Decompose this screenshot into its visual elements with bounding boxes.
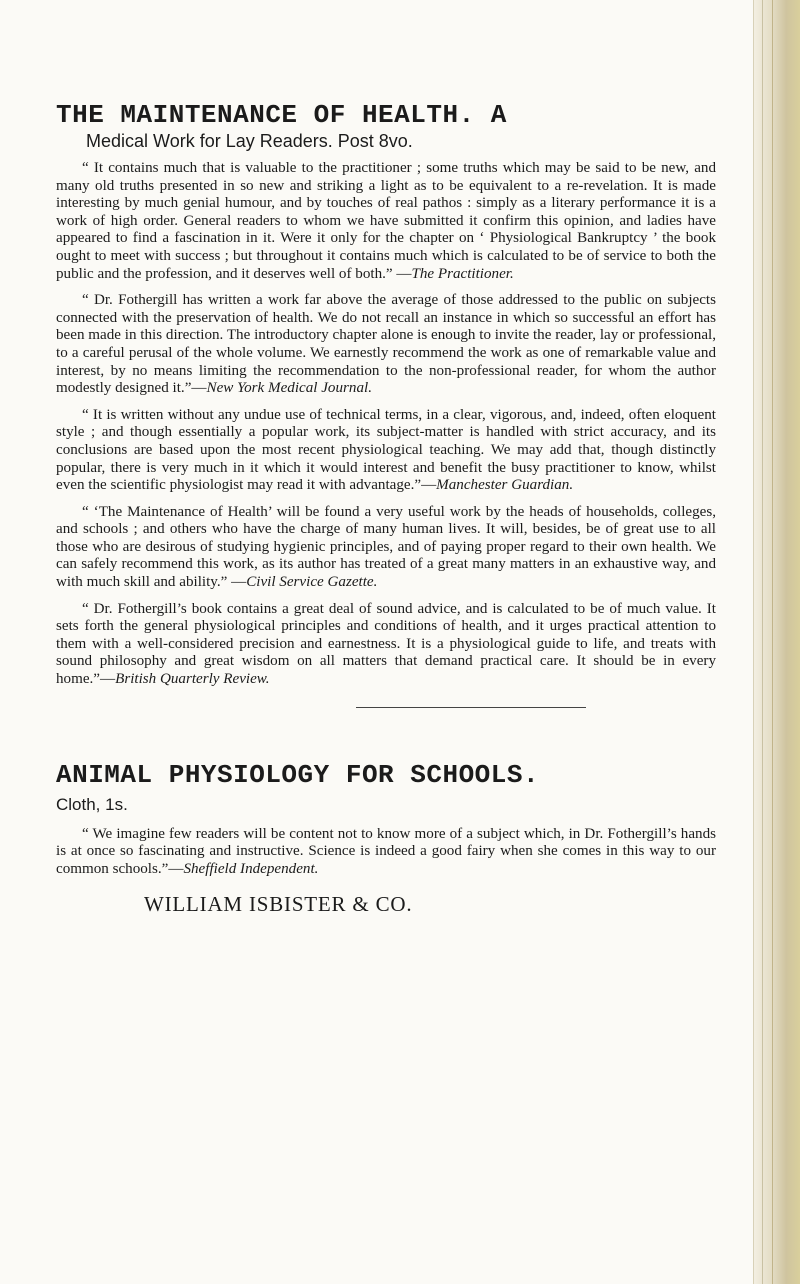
section-divider	[356, 707, 586, 708]
book-section-animal-physiology	[56, 760, 716, 879]
review-manchester-guardian	[56, 407, 716, 495]
book-price: Cloth, 1s.	[56, 794, 128, 814]
review-sheffield-independent	[56, 826, 716, 879]
review-text: “ It contains much that is valuable to the practitioner ; some truths which may be said to be new, and many old truths presented in so new and striking a light as to be equivalent to a re-revelation. It is made interesting by much genial humour, and by touches of real pathos : simply as a literary performance it is a work of high order. General readers to whom we have submitted it confirm this opinion, and ladies have appeared to find a fascination in it. Were it only for the chapter on ‘ Physiological Bankruptcy ’ the book ought to meet with success ; but throughout it contains much which is calculated to be of service to both the public and the profession, and it deserves well of both.” —	[56, 160, 716, 282]
review-text: “ ‘The Maintenance of Health’ will be found a very useful work by the heads of households, colleges, and schools ; and others who have the charge of many human lives. It will, besides, be of great use to all those who are desirous of studying hygienic principles, and of paying proper regard to their own health. We can safely recommend this work, as its author has treated of a great many matters in an exhaustive way, and with much skill and ability.” —	[56, 503, 716, 591]
book-subtitle: Medical Work for Lay Readers. Post 8vo.	[86, 131, 413, 151]
review-text: “ Dr. Fothergill has written a work far above the average of those addressed to the public on subjects connected with the preservation of health. We do not recall an instance in which so successful an effort has been made in this direction. The introductory chapter alone is enough to invite the reader, lay or professional, to a careful perusal of the whole volume. We earnestly recommend the work as one of remarkable value and interest, by no means limiting the recommendation to the non-professional reader, for whom the author modestly designed it.”—	[56, 292, 716, 397]
book-title-maintenance-of-health: THE MAINTENANCE OF HEALTH. A	[56, 100, 507, 130]
page-content	[56, 100, 716, 916]
book-title-animal-physiology: ANIMAL PHYSIOLOGY FOR SCHOOLS.	[56, 759, 540, 790]
publisher-imprint: WILLIAM ISBISTER & CO.	[144, 892, 413, 917]
review-source: Civil Service Gazette.	[246, 574, 378, 591]
review-text: “ Dr. Fothergill’s book contains a great deal of sound advice, and is calculated to be of much value. It sets forth the general physiological principles and conditions of health, and it urges practical attention to them with a well-considered precision and earnestness. It is a physiological guide to life, and treats with sound philosophy and great wisdom on all matters that demand practical care. It should be in every home.”—	[56, 600, 716, 688]
review-text: “ We imagine few readers will be content not to know more of a subject which, in Dr. Fothergill’s hands is at once so fascinating and instructive. Science is indeed a good fairy when she comes in this way to our common schools.”—	[56, 825, 716, 877]
review-source: New York Medical Journal.	[206, 380, 372, 397]
review-source: Manchester Guardian.	[436, 477, 574, 494]
review-text: “ It is written without any undue use of technical terms, in a clear, vigorous, and, indeed, often eloquent style ; and though essentially a popular work, its subject-matter is handled with strict accuracy, and its conclusions are based upon the most recent physiological teaching. We may add that, though distinctly popular, there is very much in it which it would interest and benefit the busy practitioner to know, whilst even the scientific physiologist may read it with advantage.”—	[56, 406, 716, 494]
review-source: The Practitioner.	[411, 265, 514, 282]
review-civil-service-gazette	[56, 504, 716, 592]
page-binding-edge	[753, 0, 800, 1284]
review-british-quarterly-review	[56, 601, 716, 689]
review-source: British Quarterly Review.	[115, 671, 270, 688]
review-practitioner	[56, 160, 716, 283]
review-source: Sheffield Independent.	[183, 860, 319, 877]
review-new-york-medical-journal	[56, 292, 716, 398]
